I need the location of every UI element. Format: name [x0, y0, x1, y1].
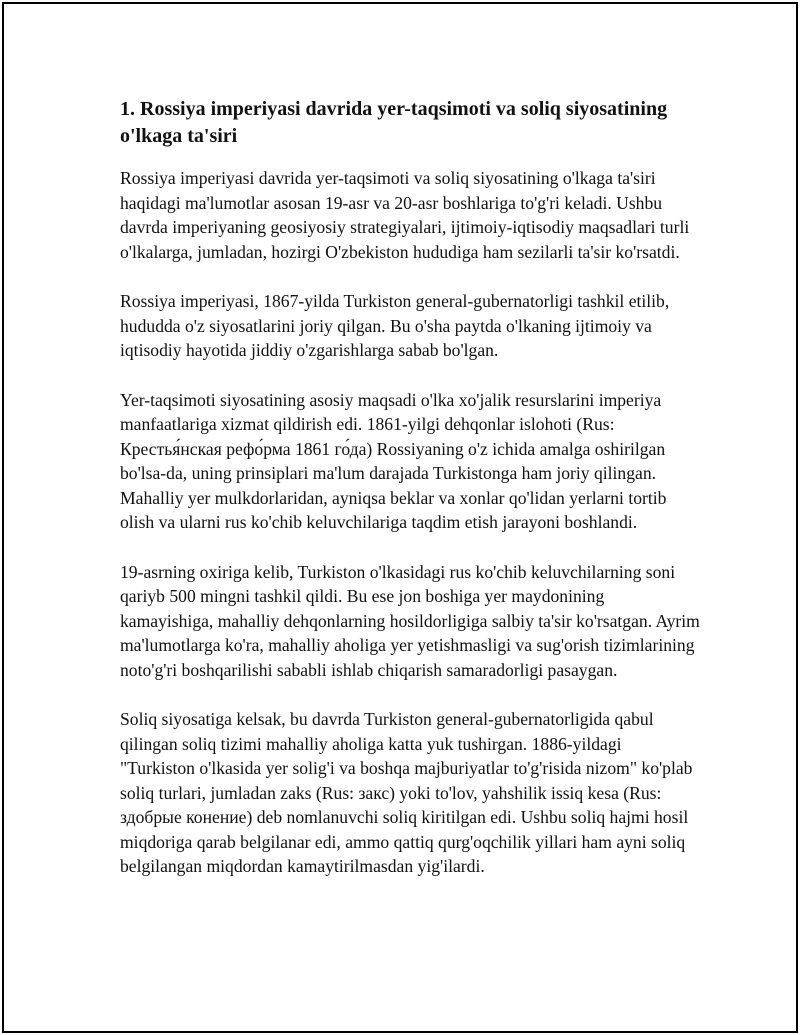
- document-body: [120, 96, 700, 904]
- page-frame: [2, 2, 798, 1033]
- paragraph-5: Soliq siyosatiga kelsak, bu davrda Turkiston general-gubernatorligida qabul qilingan soliq tizimi mahalliy aholiga katta yuk tushirgan. 1886-yildagi "Turkiston o'lkasida yer solig'i va boshqa majburiyatlar to'g'risida nizom" ko'plab soliq turlari, jumladan zaks (Rus: закс) yoki to'lov, yahshilik issiq kesa (Rus: здобрые конение) deb nomlanuvchi soliq kiritilgan edi. Ushbu soliq hajmi hosil miqdoriga qarab belgilanar edi, ammo qattiq qurg'oqchilik yillari ham ayni soliq belgilangan miqdordan kamaytirilmasdan yig'ilardi.: [120, 709, 693, 876]
- paragraph-2: Rossiya imperiyasi, 1867-yilda Turkiston general-gubernatorligi tashkil etilib, hududda o'z siyosatlarini joriy qilgan. Bu o'sha paytda o'lkaning ijtimoiy va iqtisodiy hayotida jiddiy o'zgarishlarga sabab bo'lgan.: [120, 291, 670, 360]
- paragraph-1: Rossiya imperiyasi davrida yer-taqsimoti va soliq siyosatining o'lkaga ta'siri haqidagi ma'lumotlar asosan 19-asr va 20-asr boshlariga to'g'ri keladi. Ushbu davrda imperiyaning geosiyosiy strategiyalari, ijtimoiy-iqtisodiy maqsadlari turli o'lkalarga, jumladan, hozirgi O'zbekiston hududiga ham sezilarli ta'sir ko'rsatdi.: [120, 168, 690, 262]
- section-title: 1. Rossiya imperiyasi davrida yer-taqsimoti va soliq siyosatining o'lkaga ta'siri: [120, 98, 668, 147]
- paragraph-4: 19-asrning oxiriga kelib, Turkiston o'lkasidagi rus ko'chib keluvchilarning soni qariyb 500 mingni tashkil qildi. Bu ese jon boshiga yer maydonining kamayishiga, mahalliy dehqonlarning hosildorligiga salbiy ta'sir ko'rsatgan. Ayrim ma'lumotlarga ko'ra, mahalliy aholiga yer yetishmasligi va sug'orish tizimlarining noto'g'ri boshqarilishi sababli ishlab chiqarish samaradorligi pasaygan.: [120, 561, 700, 680]
- paragraph-3: Yer-taqsimoti siyosatining asosiy maqsadi o'lka xo'jalik resurslarini imperiya manfaatlariga xizmat qildirish edi. 1861-yilgi dehqonlar islohoti (Rus: Крестья́нская рефо́рма 1861 го́да) Rossiyaning o'z ichida amalga oshirilgan bo'lsa-da, uning prinsiplari ma'lum darajada Turkistonga ham joriy qilingan. Mahalliy yer mulkdorlaridan, ayniqsa beklar va xonlar qo'lidan yerlarni tortib olish va ularni rus ko'chib keluvchilariga taqdim etish jarayoni boshlandi.: [120, 389, 667, 532]
